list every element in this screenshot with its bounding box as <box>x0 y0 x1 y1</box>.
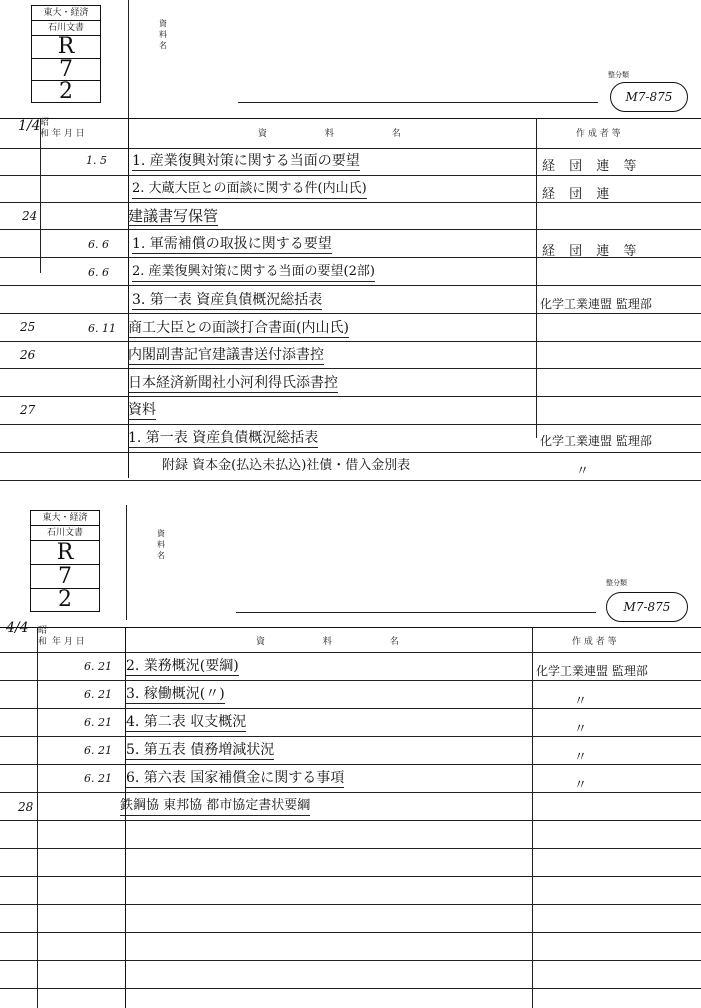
row-title: 建議書写保管 <box>128 207 219 225</box>
row-author: 〃 <box>574 694 588 709</box>
table-top-rule <box>0 118 701 119</box>
row-author: 化学工業連盟 監理部 <box>540 297 652 311</box>
row-author: 化学工業連盟 監理部 <box>540 434 652 448</box>
row-title: 内閣副書記官建議書送付添書控 <box>128 347 324 363</box>
row-rule <box>0 988 701 989</box>
col-rule <box>37 627 38 1008</box>
archive-stamp <box>30 510 100 612</box>
row-title: 資料 <box>128 402 156 418</box>
row-rule <box>0 736 701 737</box>
row-title: 6. 第六表 国家補償金に関する事項 <box>126 770 345 786</box>
row-rule <box>0 904 701 905</box>
row-title: 附録 資本金(払込未払込)社債・借入金別表 <box>162 458 411 473</box>
stamp-code: 7 <box>32 59 100 81</box>
row-rule <box>0 368 701 369</box>
row-author: 経 団 連 等 <box>542 244 637 259</box>
row-title: 2. 産業復興対策に関する当面の要望(2部) <box>132 263 375 282</box>
row-author: 〃 <box>576 464 590 479</box>
stamp-code: 7 <box>31 565 99 589</box>
date-header: 年 月 日 <box>52 129 85 139</box>
col-rule <box>536 118 537 438</box>
title-header: 資 料 名 <box>256 637 399 647</box>
row-date: 6. 11 <box>88 322 116 335</box>
row-date: 6. 21 <box>84 744 112 757</box>
row-author: 〃 <box>574 750 588 765</box>
row-rule <box>0 792 701 793</box>
author-header: 作 成 者 等 <box>572 637 617 647</box>
row-title: 3. 第一表 資産負債概況総括表 <box>132 292 323 308</box>
stamp-code: R <box>31 541 99 565</box>
row-rule <box>0 480 701 481</box>
class-code: M7-875 <box>606 592 688 622</box>
stamp-rule <box>126 505 127 620</box>
row-title: 2. 業務概況(要綱) <box>126 658 239 674</box>
row-title: 鉄鋼協 東邦協 都市協定書状要綱 <box>120 797 310 816</box>
row-rule <box>0 820 701 821</box>
row-rule <box>0 960 701 961</box>
row-rule <box>0 848 701 849</box>
row-day: 26 <box>20 348 36 362</box>
stamp-subheader: 石川文書 <box>31 526 99 541</box>
title-header: 資 料 名 <box>258 129 401 139</box>
row-title: 商工大臣との面談打合書面(内山氏) <box>128 320 349 336</box>
row-date: 6. 21 <box>84 716 112 729</box>
col-rule <box>532 627 533 1008</box>
header-rule <box>0 652 701 653</box>
row-rule <box>0 932 701 933</box>
row-date: 6. 6 <box>88 266 109 279</box>
class-label: 整分類 <box>608 71 629 79</box>
row-rule <box>0 229 701 230</box>
row-rule <box>0 680 701 681</box>
row-rule <box>0 341 701 342</box>
stamp-rule <box>128 0 129 120</box>
row-title: 日本経済新聞社小河利得氏添書控 <box>128 375 338 391</box>
title-rule <box>238 102 598 103</box>
row-rule <box>0 764 701 765</box>
row-date: 6. 21 <box>84 772 112 785</box>
row-rule <box>0 175 701 176</box>
row-rule <box>0 424 701 425</box>
row-rule <box>0 285 701 286</box>
row-title: 1. 産業復興対策に関する当面の要望 <box>132 153 360 169</box>
row-title: 5. 第五表 債務増減状況 <box>126 742 275 758</box>
row-rule <box>0 876 701 877</box>
row-author: 経 団 連 等 <box>542 159 637 174</box>
era-label: 昭和 <box>38 626 48 647</box>
row-day: 28 <box>18 800 34 814</box>
row-day: 27 <box>20 403 36 417</box>
row-title: 1. 第一表 資産負債概況総括表 <box>128 430 319 446</box>
row-rule <box>0 202 701 203</box>
stamp-header: 東大・経済 <box>31 511 99 526</box>
row-date: 1. 5 <box>86 154 107 167</box>
table-top-rule <box>0 627 701 628</box>
date-header: 年 月 日 <box>52 637 85 647</box>
era-label: 昭和 <box>40 118 50 139</box>
row-author: 経 団 連 <box>542 187 610 202</box>
row-date: 6. 21 <box>84 688 112 701</box>
row-author: 化学工業連盟 監理部 <box>536 664 648 678</box>
row-author: 〃 <box>574 722 588 737</box>
archive-stamp <box>31 5 101 103</box>
stamp-header: 東大・経済 <box>32 6 100 21</box>
row-day: 25 <box>20 320 36 334</box>
row-date: 6. 6 <box>88 238 109 251</box>
title-rule <box>236 612 596 613</box>
page-marker: 1/4 <box>18 118 41 134</box>
doc-label: 資料名 <box>159 19 167 50</box>
row-date: 6. 21 <box>84 660 112 673</box>
row-rule <box>0 313 701 314</box>
doc-label: 資料名 <box>157 529 165 560</box>
class-label: 整分類 <box>606 579 627 587</box>
stamp-subheader: 石川文書 <box>32 21 100 36</box>
header-rule <box>0 148 701 149</box>
row-rule <box>0 396 701 397</box>
stamp-code: 2 <box>59 79 73 104</box>
page-marker: 4/4 <box>6 620 29 636</box>
author-header: 作 成 者 等 <box>576 129 621 139</box>
row-rule <box>0 708 701 709</box>
col-rule <box>40 118 41 273</box>
row-title: 1. 軍需補償の取扱に関する要望 <box>132 236 332 252</box>
row-author: 〃 <box>574 778 588 793</box>
stamp-code: 2 <box>58 587 72 612</box>
stamp-code: R <box>32 36 100 59</box>
row-title: 3. 稼働概況(〃) <box>126 686 225 702</box>
row-day: 24 <box>22 209 38 223</box>
row-title: 4. 第二表 収支概況 <box>126 714 247 730</box>
row-rule <box>0 452 701 453</box>
row-title: 2. 大蔵大臣との面談に関する件(内山氏) <box>132 180 367 199</box>
class-code: M7-875 <box>610 82 688 112</box>
